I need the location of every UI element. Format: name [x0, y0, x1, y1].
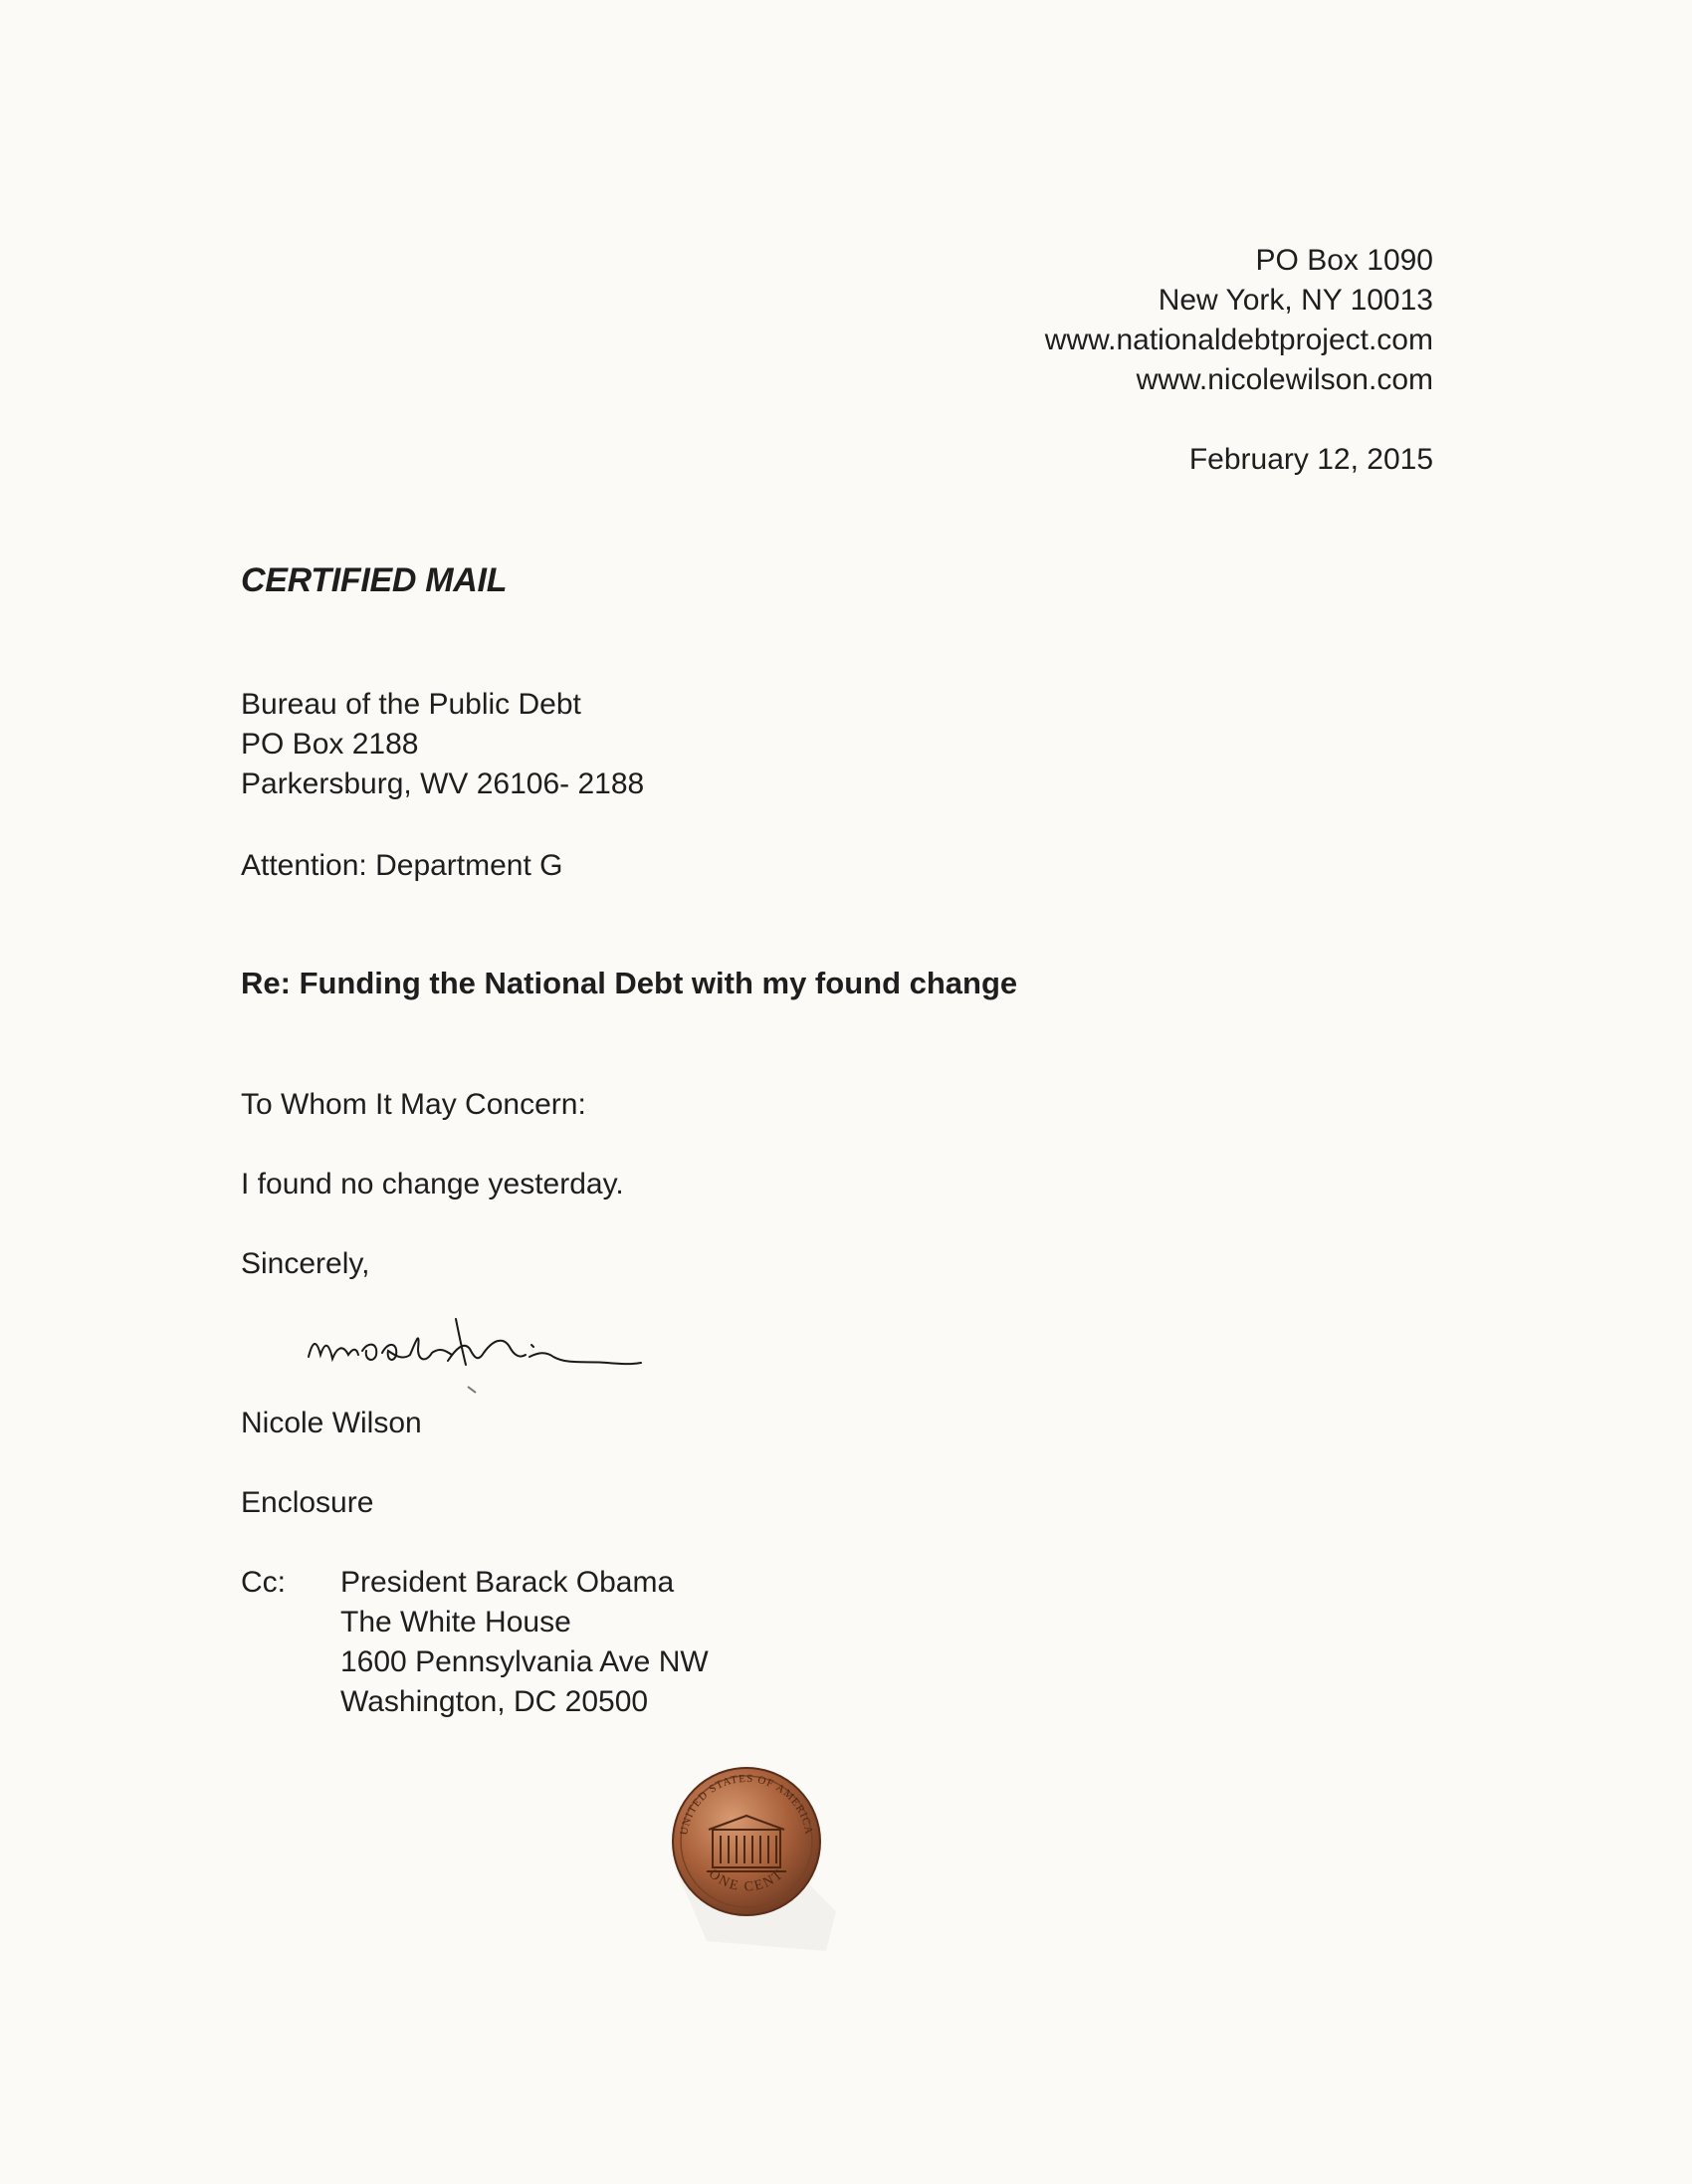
cc-city: Washington, DC 20500 [340, 1685, 649, 1718]
recipient-city: Parkersburg, WV 26106- 2188 [241, 767, 645, 800]
letter-body: I found no change yesterday. [241, 1168, 624, 1201]
signer-name: Nicole Wilson [241, 1407, 422, 1439]
recipient-po-box: PO Box 2188 [241, 728, 419, 761]
certified-mail-heading: CERTIFIED MAIL [241, 561, 508, 599]
cc-recipient-org: The White House [340, 1606, 571, 1638]
salutation: To Whom It May Concern: [241, 1088, 586, 1121]
cc-label: Cc: [241, 1566, 286, 1599]
sender-city: New York, NY 10013 [1158, 284, 1433, 317]
penny-coin [657, 1752, 836, 1931]
sender-website-1: www.nationaldebtproject.com [1044, 324, 1433, 356]
sender-po-box: PO Box 1090 [1255, 244, 1433, 277]
recipient-name: Bureau of the Public Debt [241, 688, 581, 721]
letter-date: February 12, 2015 [1188, 443, 1433, 476]
cc-street: 1600 Pennsylvania Ave NW [340, 1645, 709, 1678]
sender-website-2: www.nicolewilson.com [1136, 363, 1433, 396]
svg-text:UNITED STATES OF AMERICA: UNITED STATES OF AMERICA [678, 1772, 815, 1837]
svg-text:ONE CENT: ONE CENT [706, 1866, 787, 1895]
closing: Sincerely, [241, 1247, 370, 1280]
subject-line: Re: Funding the National Debt with my found change [241, 966, 1018, 1000]
cc-address [340, 1563, 709, 1722]
cc-recipient-name: President Barack Obama [340, 1566, 675, 1599]
enclosure-notation: Enclosure [241, 1486, 374, 1519]
recipient-address [241, 685, 644, 804]
attention-line: Attention: Department G [241, 849, 563, 882]
handwritten-signature [299, 1269, 657, 1399]
sender-address [1045, 241, 1433, 400]
